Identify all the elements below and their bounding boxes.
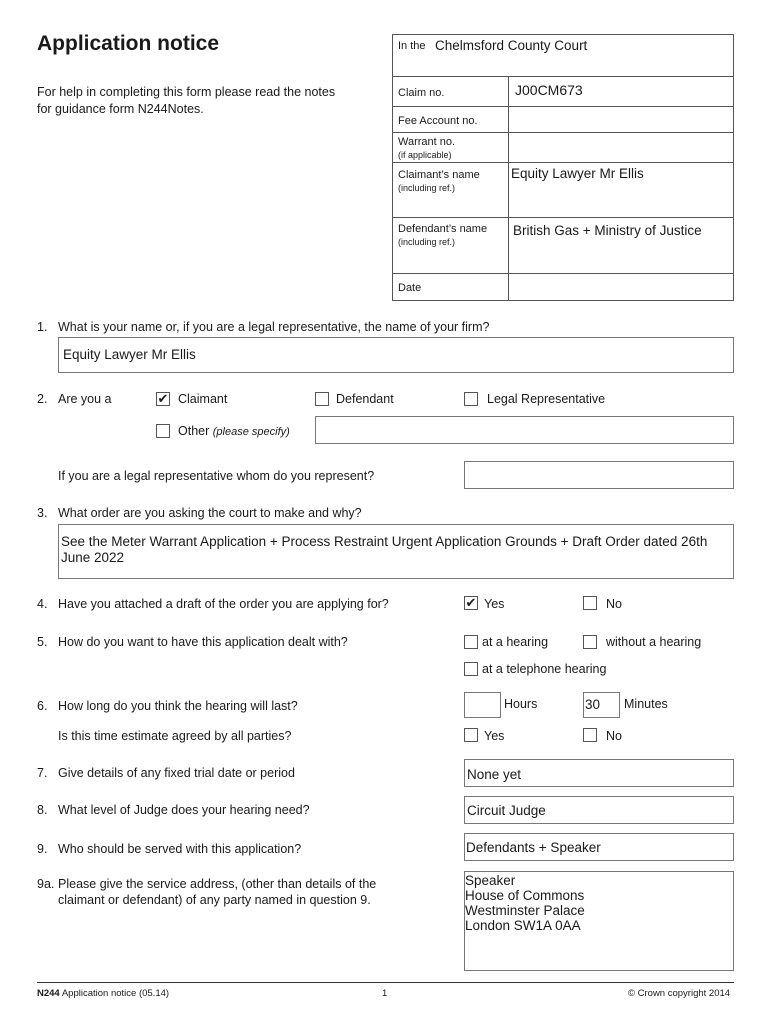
agreed-yes-label: Yes (484, 729, 505, 743)
q7-trial-date-field[interactable] (464, 759, 734, 787)
claim-no-row (393, 77, 733, 107)
address-line: Speaker (465, 873, 516, 888)
draft-no-checkbox[interactable] (583, 596, 597, 610)
hearing-label: at a hearing (482, 635, 549, 649)
other-note: (please specify) (212, 426, 290, 438)
copyright: © Crown copyright 2014 (628, 988, 731, 999)
claimant-sublabel: (including ref.) (398, 183, 456, 193)
agreed-yes-checkbox[interactable] (464, 728, 478, 742)
claimant-checkbox[interactable]: ✔ (157, 391, 169, 406)
in-the-label: In the (398, 40, 426, 52)
address-line: House of Commons (465, 888, 585, 903)
q9a-text-line2: claimant or defendant) of any party named in question 9. (58, 893, 371, 907)
claimant-label: Claimant’s name (398, 169, 480, 181)
represent-field[interactable] (464, 461, 734, 489)
q1-name-field[interactable] (58, 337, 734, 373)
agreed-question: Is this time estimate agreed by all parties? (58, 729, 292, 743)
defendant-option-label: Defendant (336, 392, 394, 406)
q7-number: 7. (37, 766, 48, 780)
address-line: London SW1A 0AA (465, 918, 581, 933)
q7-text: Give details of any fixed trial date or period (58, 766, 295, 780)
claim-no-field[interactable]: J00CM673 (515, 82, 583, 98)
without-hearing-checkbox[interactable] (583, 635, 597, 649)
q1-number: 1. (37, 320, 48, 334)
q9-served-field[interactable] (464, 833, 734, 861)
warrant-row (393, 133, 733, 163)
minutes-value: 30 (585, 697, 601, 712)
q2-text: Are you a (58, 392, 112, 406)
warrant-sublabel: (if applicable) (398, 150, 452, 160)
other-specify-field[interactable] (315, 416, 734, 444)
draft-yes-checkbox[interactable]: ✔ (465, 595, 477, 610)
hours-label: Hours (504, 697, 538, 711)
date-label: Date (398, 282, 422, 294)
court-name-field[interactable]: Chelmsford County Court (435, 38, 588, 53)
address-line: Westminster Palace (465, 903, 585, 918)
page-title: Application notice (37, 32, 220, 55)
q7-answer: None yet (467, 767, 522, 782)
form-name: Application notice (05.14) (61, 988, 170, 999)
claim-no-label: Claim no. (398, 87, 445, 99)
warrant-label: Warrant no. (398, 136, 456, 148)
q8-answer: Circuit Judge (467, 803, 546, 818)
q8-number: 8. (37, 803, 48, 817)
court-row (393, 35, 733, 77)
defendant-label: Defendant’s name (398, 223, 488, 235)
q6-text: How long do you think the hearing will last? (58, 699, 298, 713)
draft-no-label: No (606, 597, 622, 611)
help-text: For help in completing this form please read the notes for guidance form N244Notes. (37, 85, 336, 116)
q9-text: Who should be served with this application? (58, 842, 302, 856)
footer-divider (37, 982, 734, 983)
q3-answer: See the Meter Warrant Application + Process Restraint Urgent Application Grounds + Draft Order dated 26th June 2022 (61, 534, 708, 565)
q8-text: What level of Judge does your hearing need? (58, 803, 310, 817)
claimant-option-label: Claimant (178, 392, 228, 406)
defendant-name-field[interactable]: British Gas + Ministry of Justice (513, 223, 702, 238)
q4-number: 4. (37, 597, 48, 611)
q9-answer: Defendants + Speaker (466, 840, 601, 855)
fee-account-label: Fee Account no. (398, 115, 478, 127)
fee-account-row (393, 107, 733, 133)
telephone-hearing-label: at a telephone hearing (482, 662, 607, 676)
q9a-number: 9a. (37, 877, 55, 891)
q3-order-field[interactable] (58, 524, 734, 579)
represent-question: If you are a legal representative whom do you represent? (58, 469, 375, 483)
form-code: N244 (37, 988, 60, 999)
hearing-checkbox[interactable] (464, 635, 478, 649)
court-details-box (392, 34, 734, 301)
minutes-field[interactable] (583, 692, 620, 718)
telephone-hearing-checkbox[interactable] (464, 662, 478, 676)
q3-number: 3. (37, 506, 48, 520)
q8-judge-level-field[interactable] (464, 796, 734, 824)
q9-number: 9. (37, 842, 48, 856)
other-checkbox[interactable] (156, 424, 170, 438)
defendant-row (393, 218, 733, 274)
q1-answer: Equity Lawyer Mr Ellis (63, 347, 196, 362)
other-option-label: Other (178, 424, 210, 438)
without-hearing-label: without a hearing (606, 635, 702, 649)
legal-representative-option-label: Legal Representative (487, 392, 606, 406)
q2-number: 2. (37, 392, 48, 406)
claimant-name-field[interactable]: Equity Lawyer Mr Ellis (511, 166, 644, 181)
legal-representative-checkbox[interactable] (464, 392, 478, 406)
q5-number: 5. (37, 635, 48, 649)
agreed-no-label: No (606, 729, 622, 743)
page-number: 1 (382, 988, 388, 999)
q5-text: How do you want to have this application dealt with? (58, 635, 348, 649)
minutes-label: Minutes (624, 697, 668, 711)
q1-text: What is your name or, if you are a legal representative, the name of your firm? (58, 320, 490, 334)
draft-yes-label: Yes (484, 597, 505, 611)
q9a-address-field[interactable] (464, 871, 734, 971)
defendant-checkbox[interactable] (315, 392, 329, 406)
q4-text: Have you attached a draft of the order you are applying for? (58, 597, 389, 611)
hours-field[interactable] (464, 692, 501, 718)
q3-text: What order are you asking the court to make and why? (58, 506, 362, 520)
agreed-no-checkbox[interactable] (583, 728, 597, 742)
claimant-row (393, 163, 733, 218)
date-row (393, 274, 733, 301)
defendant-sublabel: (including ref.) (398, 237, 456, 247)
q6-number: 6. (37, 699, 48, 713)
q9a-text-line1: Please give the service address, (other than details of the (58, 877, 377, 891)
